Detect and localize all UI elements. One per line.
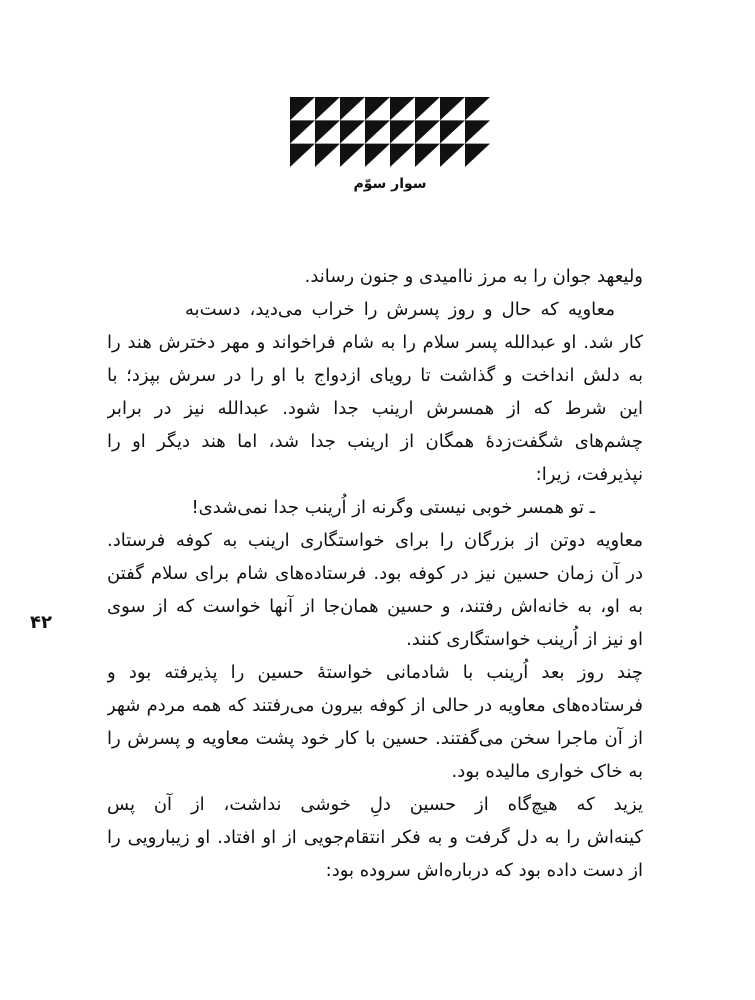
text-line: در آن زمان حسین نیز در کوفه بود. فرستاده‌های شام برای سلام گفتن <box>107 563 643 584</box>
text-line: او نیز از اُرینب خواستگاری کنند. <box>406 629 643 650</box>
text-line: نپذیرفت، زیرا: <box>535 464 643 485</box>
text-line: معاویه دوتن از بزرگان را برای خواستگاری ارینب به کوفه فرستاد. <box>107 530 643 551</box>
text-line: کار شد. او عبدالله پسر سلام را به شام فراخواند و مهر دخترش هند را <box>107 332 643 353</box>
ornament-triangle <box>415 120 440 143</box>
ornament-triangle <box>315 144 340 167</box>
ornament-triangle <box>365 97 390 120</box>
text-line: چند روز بعد اُرینب با شادمانی خواستهٔ حسین را پذیرفته بود و <box>107 662 643 683</box>
ornament-triangle <box>340 144 365 167</box>
ornament-triangle <box>390 120 415 143</box>
text-line: از دست داده بود که درباره‌اش سروده بود: <box>325 860 643 881</box>
ornament-triangle <box>415 97 440 120</box>
ornament-triangle <box>365 144 390 167</box>
ornament-triangle <box>315 97 340 120</box>
ornament-triangle <box>390 97 415 120</box>
text-line: فرستاده‌های معاویه در حالی از کوفه بیرون می‌رفتند که همه مردم شهر <box>107 695 643 716</box>
text-line: به دلش انداخت و گذاشت تا رویای ازدواج با او را در سرش بپزد؛ با <box>107 365 643 386</box>
ornament-triangle <box>340 97 365 120</box>
triangle-pattern-ornament-icon <box>290 97 490 167</box>
ornament-triangle <box>290 97 315 120</box>
text-line: ولیعهد جوان را به مرز ناامیدی و جنون رساند. <box>304 266 643 287</box>
ornament-triangle <box>290 120 315 143</box>
text-line: چشم‌های شگفت‌زدهٔ همگان از ارینب جدا شد، اما هند دیگر او را <box>107 431 643 452</box>
ornament-triangle <box>290 144 315 167</box>
text-line: به او، به خانه‌اش رفتند، و حسین همان‌جا از آنها خواست که از سوی <box>107 596 643 617</box>
page-number: ۴۲ <box>30 612 52 633</box>
text-line: به خاک خواری مالیده بود. <box>451 761 643 782</box>
ornament-triangle <box>415 144 440 167</box>
ornament-triangle <box>315 120 340 143</box>
ornament-triangle <box>390 144 415 167</box>
ornament-triangle <box>440 97 465 120</box>
body-text <box>107 260 643 887</box>
text-line: کینه‌اش را به دل گرفت و به فکر انتقام‌جویی از او افتاد. او زیبارویی را <box>107 827 643 848</box>
text-line: یزید که هیچ‌گاه از حسین دلِ خوشی نداشت، از آن پس <box>107 794 643 815</box>
dialogue-line: ـ تو همسر خوبی نیستی وگرنه از اُرینب جدا نمی‌شدی! <box>191 497 595 518</box>
ornament-triangle <box>440 144 465 167</box>
ornament-triangle <box>465 97 490 120</box>
ornament-triangle <box>365 120 390 143</box>
chapter-title: سوار سوّم <box>353 176 427 192</box>
text-line: از آن ماجرا سخن می‌گفتند. حسین با کار خود پشت معاویه و پسرش را <box>107 728 643 749</box>
ornament-triangle <box>465 144 490 167</box>
text-line: این شرط که از همسرش ارینب جدا شود. عبدالله نیز در برابر <box>107 398 643 419</box>
ornament-triangle <box>340 120 365 143</box>
ornament-triangle <box>465 120 490 143</box>
text-line: معاویه که حال و روز پسرش را خراب می‌دید، دست‌به <box>185 299 615 320</box>
ornament-triangle <box>440 120 465 143</box>
